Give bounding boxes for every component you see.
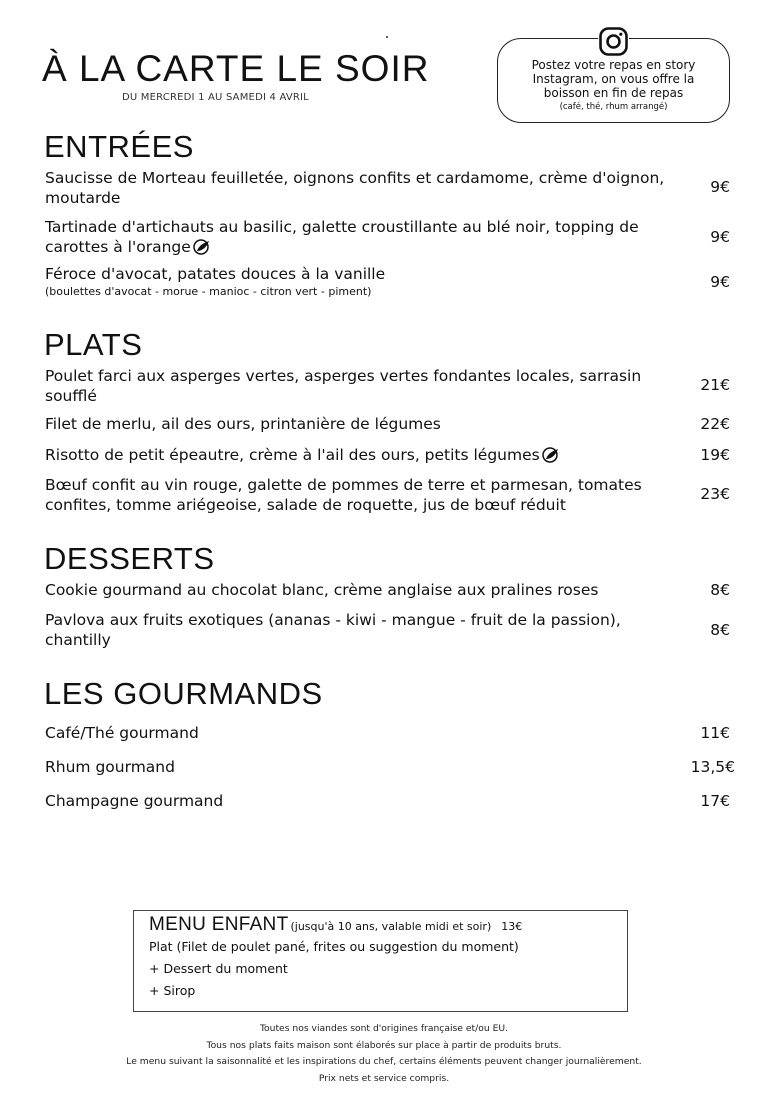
menu-item-name: Pavlova aux fruits exotiques (ananas - kiwi - mangue - fruit de la passion), chantilly [45, 611, 621, 649]
menu-item-name: Poulet farci aux asperges vertes, asperges vertes fondantes locales, sarrasin soufflé [45, 367, 642, 405]
leaf-icon [542, 447, 560, 469]
menu-item-price: 9€ [710, 228, 730, 246]
menu-item [45, 367, 685, 406]
menu-item [45, 218, 685, 260]
menu-item-price: 21€ [700, 376, 730, 394]
menu-item-price: 23€ [700, 485, 730, 503]
menu-item-name: Tartinade d'artichauts au basilic, galette croustillante au blé noir, topping de carottes à l'orange [45, 218, 639, 256]
kids-menu-title: MENU ENFANT [149, 914, 289, 935]
menu-item-name: Café/Thé gourmand [45, 724, 199, 742]
leaf-icon [193, 239, 211, 261]
menu-item-price: 13,5€ [690, 758, 735, 776]
menu-item-name: Féroce d'avocat, patates douces à la vanille [45, 265, 386, 283]
date-range: DU MERCREDI 1 AU SAMEDI 4 AVRIL [122, 92, 309, 103]
menu-item [45, 724, 685, 744]
menu-item [45, 581, 685, 601]
footer-line: Tous nos plats faits maison sont élaborés sur place à partir de produits bruts. [206, 1039, 562, 1051]
menu-item [45, 415, 685, 435]
section-title-gourmands: LES GOURMANDS [44, 676, 323, 711]
footer-line: Toutes nos viandes sont d'origines française et/ou EU. [259, 1023, 509, 1034]
menu-item [45, 446, 685, 469]
kids-menu-box [133, 910, 628, 1012]
menu-item-name: Bœuf confit au vin rouge, galette de pommes de terre et parmesan, tomates confites, tomme ariégeoise, salade de roquette, jus de bœuf réduit [45, 476, 642, 514]
page-title: À LA CARTE LE SOIR [42, 48, 430, 89]
instagram-promo-line-2: Instagram, on vous offre la [532, 72, 695, 86]
kids-menu-line: + Sirop [149, 983, 196, 998]
menu-item-detail: (boulettes d'avocat - morue - manioc - citron vert - piment) [45, 284, 372, 298]
menu-item [45, 611, 685, 650]
menu-item [45, 792, 685, 812]
menu-item-price: 9€ [710, 178, 730, 196]
menu-item-price: 22€ [700, 415, 730, 433]
menu-item-price: 8€ [710, 581, 730, 599]
decorative-dot [386, 36, 388, 38]
section-title-desserts: DESSERTS [44, 541, 215, 576]
footer-line: Le menu suivant la saisonnalité et les inspirations du chef, certains éléments peuvent changer journalièrement. [126, 1056, 642, 1067]
menu-item-price: 8€ [710, 621, 730, 639]
menu-item-name: Cookie gourmand au chocolat blanc, crème anglaise aux pralines roses [45, 581, 599, 599]
menu-item-name: Saucisse de Morteau feuilletée, oignons confits et cardamome, crème d'oignon, moutarde [45, 169, 665, 207]
kids-menu-line: + Dessert du moment [149, 961, 288, 976]
kids-menu-note: (jusqu'à 10 ans, valable midi et soir) [290, 920, 492, 933]
kids-menu-line: Plat (Filet de poulet pané, frites ou suggestion du moment) [149, 939, 519, 954]
kids-menu-price: 13€ [501, 920, 523, 933]
instagram-icon [598, 26, 629, 57]
section-title-entrees: ENTRÉES [44, 129, 194, 164]
instagram-promo-line-3: boisson en fin de repas [543, 86, 684, 100]
menu-item-name: Champagne gourmand [45, 792, 224, 810]
menu-item-price: 9€ [710, 273, 730, 291]
menu-item-price: 17€ [700, 792, 730, 810]
menu-item-name: Rhum gourmand [45, 758, 175, 776]
menu-item-name: Filet de merlu, ail des ours, printanière de légumes [45, 415, 441, 433]
menu-item-name: Risotto de petit épeautre, crème à l'ail des ours, petits légumes [45, 446, 540, 464]
section-title-plats: PLATS [44, 327, 143, 362]
footer-notes [0, 1021, 768, 1087]
instagram-promo-line-1: Postez votre repas en story [531, 58, 696, 72]
menu-item-price: 19€ [700, 446, 730, 464]
menu-item [45, 758, 685, 778]
menu-item [45, 476, 685, 515]
menu-item-price: 11€ [700, 724, 730, 742]
menu-item [45, 265, 685, 299]
footer-line: Prix nets et service compris. [318, 1072, 450, 1084]
instagram-promo-note: (café, thé, rhum arrangé) [559, 102, 668, 112]
menu-item [45, 169, 685, 208]
